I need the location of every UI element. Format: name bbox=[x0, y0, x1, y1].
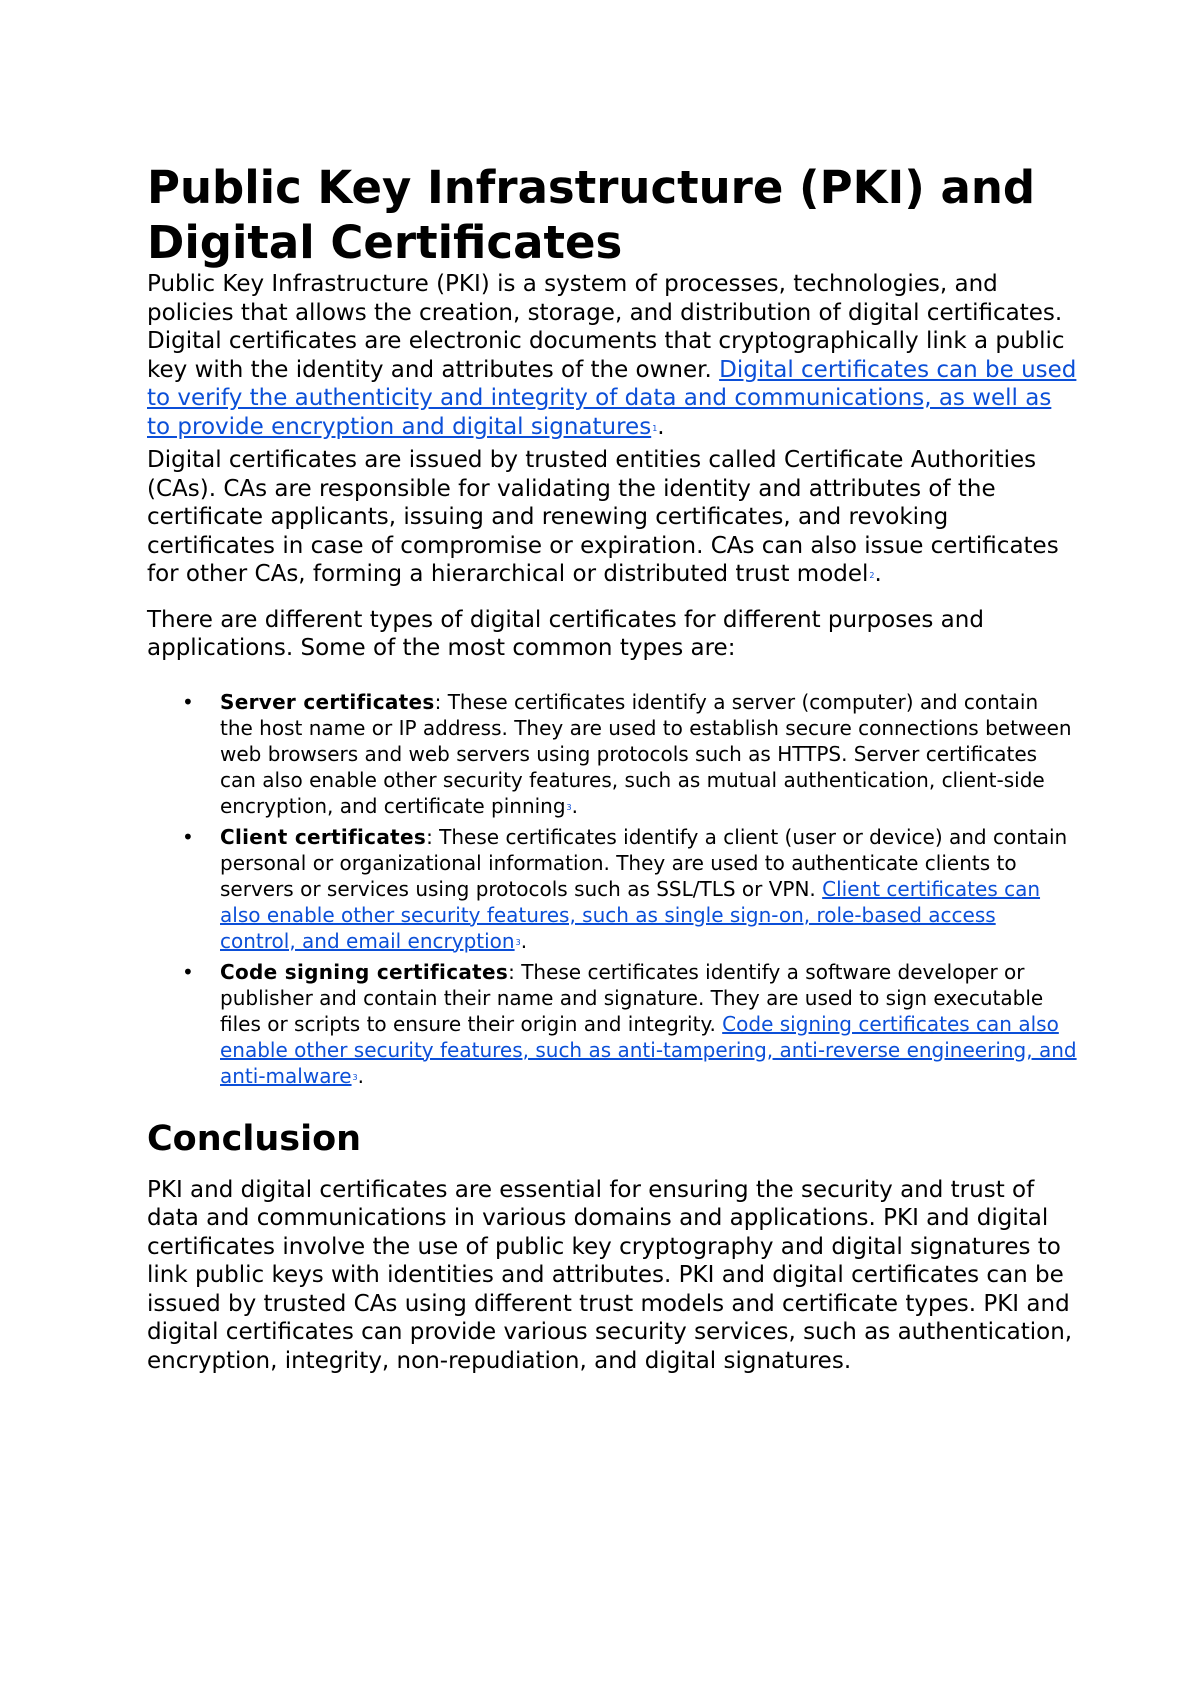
list-item-end: . bbox=[520, 928, 528, 953]
conclusion-heading: Conclusion bbox=[147, 1118, 362, 1159]
intro-paragraph bbox=[147, 270, 1077, 446]
list-item-text: : These certificates identify a software developer or publisher and contain their name and signature. They are used to sign executable files or scripts to ensure their origin and integrity. bbox=[220, 959, 1044, 1036]
list-item-end: . bbox=[357, 1063, 364, 1088]
list-item-term: Server certificates bbox=[220, 689, 435, 714]
footnote-2[interactable]: 2 bbox=[869, 571, 875, 580]
footnote-1[interactable]: 1 bbox=[652, 423, 658, 433]
ca-paragraph bbox=[147, 446, 1077, 594]
document-body bbox=[147, 160, 1077, 1375]
list-item-text: : These certificates identify a client (user or device) and contain personal or organizational information. They are used to authenticate clients to servers or services using protocols such as SSL/TLS or VPN. bbox=[220, 824, 1068, 901]
footnote-3[interactable]: 3 bbox=[515, 937, 521, 947]
intro-reference-link[interactable]: Digital certificates can be used to verify the authenticity and integrity of data and communications, as well as to provide encryption and digital signatures bbox=[147, 356, 1077, 440]
bullet-icon: • bbox=[182, 689, 194, 714]
ca-end: . bbox=[874, 561, 882, 587]
bullet-icon: • bbox=[182, 959, 194, 984]
certificate-types-list bbox=[147, 689, 1077, 1094]
list-item-term: Client certificates bbox=[220, 824, 427, 849]
footnote-3[interactable]: 3 bbox=[566, 802, 572, 812]
client-certificates-reference-link[interactable]: Client certificates can also enable other security features, such as single sign-on, role-based access control, and email encryption bbox=[220, 876, 1041, 953]
list-item-end: . bbox=[571, 793, 578, 818]
conclusion-paragraph: PKI and digital certificates are essential for ensuring the security and trust of data and communications in various domains and applications. PKI and digital certificates involve the use of public key cryptography and digital signatures to link public keys with identities and attributes. PKI and digital certificates can be issued by trusted CAs using different trust models and certificate types. PKI and digital certificates can provide various security services, such as authentication, encryption, integrity, non-repudiation, and digital signatures. bbox=[147, 1176, 1073, 1374]
list-item-term: Code signing certificates bbox=[220, 959, 509, 984]
list-item-text: : These certificates identify a server (computer) and contain the host name or IP address. They are used to establish secure connections between web browsers and web servers using protocols such as HTTPS. Server certificates can also enable other security features, such as mutual authentication, client-side encryption, and certificate pinning bbox=[220, 689, 1072, 818]
types-intro-paragraph: There are different types of digital certificates for different purposes and applications. Some of the most common types are: bbox=[147, 606, 984, 661]
list-item-code-signing-certificates bbox=[147, 959, 1077, 1094]
code-signing-reference-link[interactable]: Code signing certificates can also enable other security features, such as anti-tampering, anti-reverse engineering, and anti-malware bbox=[220, 1011, 1077, 1088]
page-title: Public Key Infrastructure (PKI) and Digital Certificates bbox=[147, 161, 1036, 269]
footnote-3[interactable]: 3 bbox=[352, 1072, 358, 1082]
list-item-server-certificates bbox=[147, 689, 1077, 824]
intro-end: . bbox=[657, 413, 665, 440]
bullet-icon: • bbox=[182, 824, 194, 849]
list-item-client-certificates bbox=[147, 824, 1077, 959]
ca-text: Digital certificates are issued by trusted entities called Certificate Authorities (CAs). CAs are responsible for validating the identity and attributes of the certificate applicants, issuing and renewing certificates, and revoking certificates in case of compromise or expiration. CAs can also issue certificates for other CAs, forming a hierarchical or distributed trust model bbox=[147, 447, 1059, 587]
intro-text: Public Key Infrastructure (PKI) is a system of processes, technologies, and policies that allows the creation, storage, and distribution of digital certificates. Digital certificates are electronic documents that cryptographically link a public key with the identity and attributes of the owner. bbox=[147, 271, 1065, 383]
